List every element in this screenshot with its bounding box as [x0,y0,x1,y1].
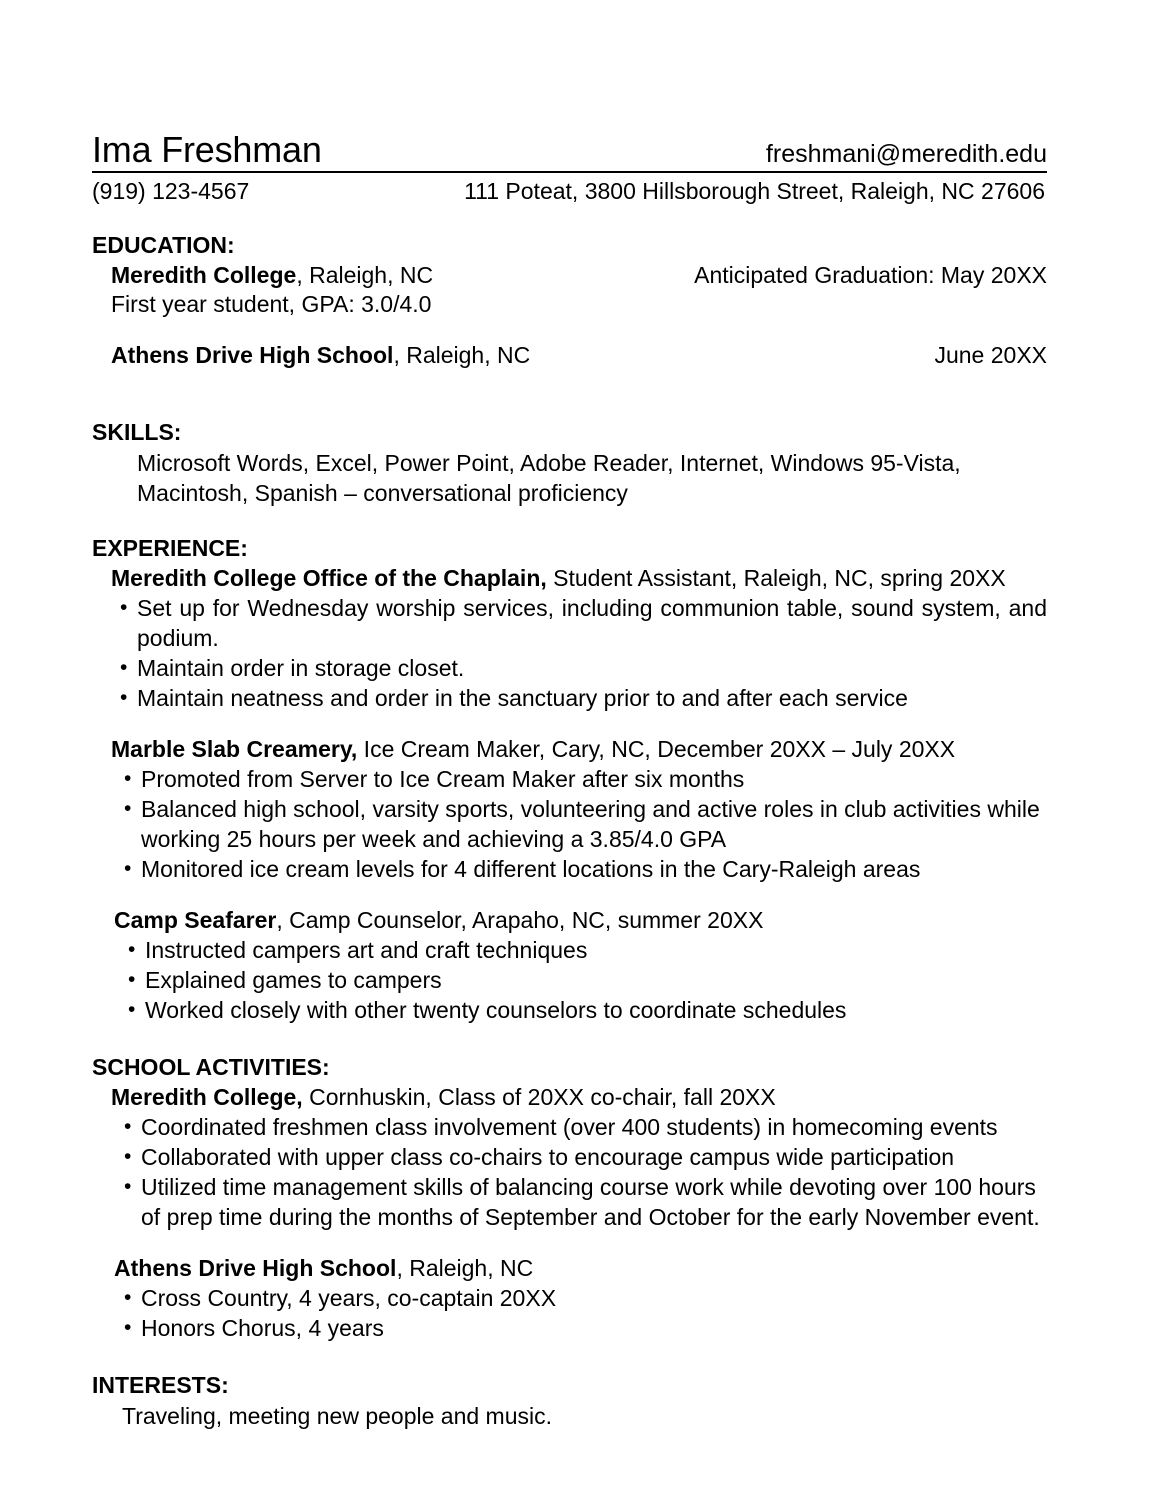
list-item: • Promoted from Server to Ice Cream Maker after six months [124,764,1047,794]
applicant-address: 111 Poteat, 3800 Hillsborough Street, Raleigh, NC 27606 [464,178,1045,204]
education-entry [111,261,1047,290]
list-item: • Balanced high school, varsity sports, volunteering and active roles in club activities while working 25 hours per week and achieving a 3.85/4.0 GPA [124,794,1047,854]
education-detail: First year student, GPA: 3.0/4.0 [111,291,432,317]
list-item: • Maintain order in storage closet. [120,653,1047,683]
section-title-school-activities: SCHOOL ACTIVITIES: [92,1054,330,1080]
resume-content [92,130,1047,1431]
applicant-email[interactable]: freshmani@meredith.edu [765,140,1047,168]
list-item: • Cross Country, 4 years, co-captain 20XX [124,1283,1047,1313]
list-item: • Collaborated with upper class co-chairs to encourage campus wide participation [124,1142,1047,1172]
section-title-experience: EXPERIENCE: [92,535,248,561]
list-item: • Utilized time management skills of balancing course work while devoting over 100 hours of prep time during the months of September and October for the early November event. [124,1172,1047,1232]
list-item: • Monitored ice cream levels for 4 different locations in the Cary-Raleigh areas [124,854,1047,884]
education-org: Meredith College [111,262,297,288]
education-entry [111,341,1047,370]
education-location: , Raleigh, NC [296,262,434,288]
activity-role: Cornhuskin, Class of 20XX co-chair, fall 20XX [302,1084,776,1110]
education-graduation: June 20XX [934,342,1047,368]
list-item: • Worked closely with other twenty counselors to coordinate schedules [128,995,1047,1025]
section-school-activities [92,1053,1047,1343]
section-interests [92,1371,1047,1431]
list-item: • Set up for Wednesday worship services, including communion table, sound system, and podium. [120,593,1047,653]
experience-bullet-list [92,935,1047,1025]
section-education [92,231,1047,370]
section-title-skills: SKILLS: [92,419,182,445]
interests-text: Traveling, meeting new people and music. [122,1403,552,1429]
education-location: , Raleigh, NC [393,342,531,368]
education-entry-left [111,341,914,370]
activity-bullet-list [92,1283,1047,1343]
education-graduation: Anticipated Graduation: May 20XX [694,262,1047,288]
contact-row [92,177,1047,205]
list-item: • Explained games to campers [128,965,1047,995]
applicant-name: Ima Freshman [92,129,322,170]
section-title-education: EDUCATION: [92,232,235,258]
skills-text: Microsoft Words, Excel, Power Point, Adobe Reader, Internet, Windows 95-Vista, Macintosh, Spanish – conversational proficiency [137,450,961,506]
experience-job-header [111,564,1047,593]
list-item: • Coordinated freshmen class involvement (over 400 students) in homecoming events [124,1112,1047,1142]
resume-header [92,130,1047,173]
experience-role: , Camp Counselor, Arapaho, NC, summer 20XX [276,907,764,933]
experience-org: Marble Slab Creamery, [111,736,358,762]
applicant-phone: (919) 123-4567 [92,178,250,204]
activity-role: , Raleigh, NC [396,1255,534,1281]
experience-job-header [111,735,1047,764]
activity-org: Meredith College, [111,1084,303,1110]
education-org: Athens Drive High School [111,342,394,368]
activity-entry-header [114,1254,1047,1283]
experience-role: Ice Cream Maker, Cary, NC, December 20XX – July 20XX [357,736,956,762]
experience-org: Meredith College Office of the Chaplain, [111,565,547,591]
experience-role: Student Assistant, Raleigh, NC, spring 20XX [546,565,1006,591]
list-item: • Maintain neatness and order in the sanctuary prior to and after each service [120,683,1047,713]
activity-bullet-list [92,1112,1047,1232]
activity-entry-header [111,1083,1047,1112]
section-title-interests: INTERESTS: [92,1372,229,1398]
experience-bullet-list [92,593,1047,713]
education-entry-left [111,261,674,290]
experience-job-header [114,906,1047,935]
experience-org: Camp Seafarer [114,907,277,933]
activity-org: Athens Drive High School [114,1255,397,1281]
list-item: • Instructed campers art and craft techniques [128,935,1047,965]
experience-bullet-list [92,764,1047,884]
list-item: • Honors Chorus, 4 years [124,1313,1047,1343]
section-experience [92,534,1047,1025]
section-skills [92,418,1047,508]
